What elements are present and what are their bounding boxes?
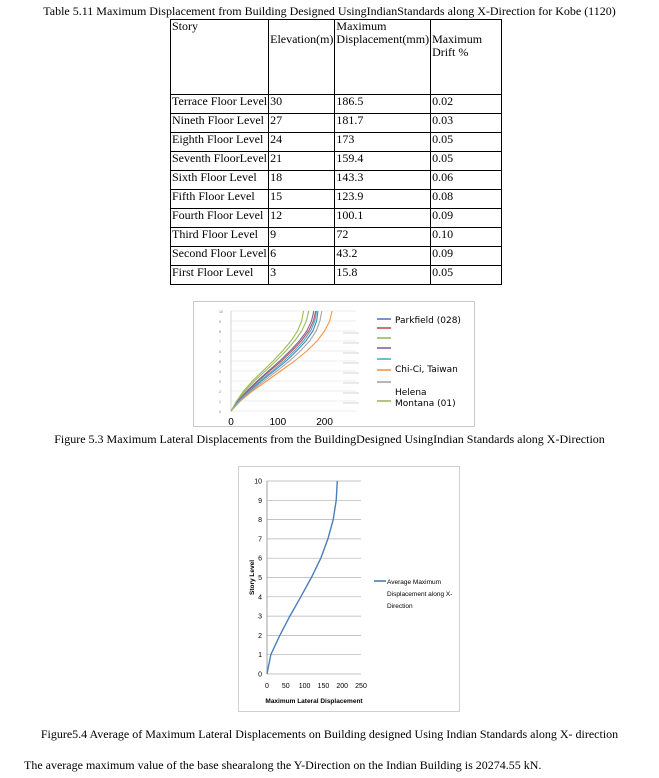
cell-displacement: 123.9	[335, 190, 431, 209]
figure2-x-tick: 150	[317, 683, 330, 690]
body-paragraph: The average maximum value of the base shearalong the Y-Direction on the Indian Building is 20274.55 kN.	[24, 758, 542, 772]
table-row	[171, 209, 502, 228]
figure1-y-tick: 10	[219, 310, 223, 314]
table-row	[171, 133, 502, 152]
cell-drift: 0.10	[431, 228, 502, 247]
table-caption: Table 5.11 Maximum Displacement from Building Designed UsingIndianStandards along X-Direction for Kobe (1120)	[43, 4, 616, 18]
cell-elevation: 6	[269, 247, 335, 266]
cell-elevation: 24	[269, 133, 335, 152]
figure2-y-tick: 5	[258, 575, 262, 582]
table-row	[171, 190, 502, 209]
cell-drift: 0.02	[431, 95, 502, 114]
figure1-y-tick: 8	[219, 330, 221, 334]
cell-displacement: 173	[335, 133, 431, 152]
cell-story: Third Floor Level	[171, 228, 269, 247]
figure2-caption: Figure5.4 Average of Maximum Lateral Displacements on Building designed Using Indian Standards along X- direction	[40, 727, 619, 741]
figure1-y-tick: 7	[219, 340, 221, 344]
figure2-x-tick: 0	[265, 683, 269, 690]
cell-story: Sixth Floor Level	[171, 171, 269, 190]
figure2-legend-label: Direction	[387, 603, 413, 610]
figure2-y-tick: 1	[258, 652, 262, 660]
displacement-table	[170, 19, 502, 285]
figure2-y-tick: 10	[254, 478, 262, 486]
figure1-y-tick: 9	[219, 320, 221, 324]
cell-displacement: 186.5	[335, 95, 431, 114]
cell-displacement: 72	[335, 228, 431, 247]
table-row	[171, 266, 502, 285]
table-row	[171, 114, 502, 133]
cell-elevation: 18	[269, 171, 335, 190]
figure2-y-tick: 4	[258, 594, 262, 602]
table-row	[171, 247, 502, 266]
figure1-y-tick: 1	[219, 400, 221, 404]
figure1-y-tick: 4	[219, 370, 221, 374]
figure2-legend-label: Displacement along X-	[387, 591, 453, 598]
cell-story: Seventh FloorLevel	[171, 152, 269, 171]
figure2-y-label: Story Level	[249, 559, 256, 596]
header-story: Story	[171, 20, 269, 95]
table-row	[171, 171, 502, 190]
figure1-legend-label: Helena	[395, 388, 427, 398]
cell-drift: 0.09	[431, 209, 502, 228]
cell-drift: 0.08	[431, 190, 502, 209]
figure1-y-tick: 2	[219, 390, 221, 394]
cell-story: Nineth Floor Level	[171, 114, 269, 133]
figure2-y-tick: 0	[258, 671, 262, 679]
cell-story: Second Floor Level	[171, 247, 269, 266]
figure2-x-tick: 50	[281, 683, 290, 690]
cell-displacement: 15.8	[335, 266, 431, 285]
figure2-y-tick: 7	[258, 536, 262, 544]
cell-elevation: 27	[269, 114, 335, 133]
figure1-legend-label: Chi-Ci, Taiwan	[395, 365, 458, 375]
figure2-y-tick: 6	[258, 555, 262, 563]
figure2-x-tick: 200	[336, 683, 349, 690]
figure2-frame	[239, 467, 460, 712]
table-header-row	[171, 20, 502, 95]
cell-displacement: 181.7	[335, 114, 431, 133]
cell-drift: 0.05	[431, 152, 502, 171]
cell-story: Terrace Floor Level	[171, 95, 269, 114]
cell-elevation: 30	[269, 95, 335, 114]
cell-elevation: 9	[269, 228, 335, 247]
figure1-x-tick: 200	[316, 417, 333, 427]
figure2-x-label: Maximum Lateral Displacement	[265, 698, 363, 705]
figure2-x-tick: 100	[298, 683, 311, 690]
cell-displacement: 143.3	[335, 171, 431, 190]
cell-displacement: 100.1	[335, 209, 431, 228]
cell-story: Fourth Floor Level	[171, 209, 269, 228]
cell-elevation: 3	[269, 266, 335, 285]
figure2-x-tick: 250	[355, 683, 367, 690]
header-elevation: Elevation(m)	[269, 20, 335, 95]
figure1-y-tick: 0	[219, 410, 221, 414]
cell-drift: 0.03	[431, 114, 502, 133]
table-row	[171, 95, 502, 114]
cell-displacement: 43.2	[335, 247, 431, 266]
cell-story: Eighth Floor Level	[171, 133, 269, 152]
cell-drift: 0.05	[431, 266, 502, 285]
cell-story: Fifth Floor Level	[171, 190, 269, 209]
figure2-y-tick: 2	[258, 632, 262, 640]
figure1-x-tick: 100	[269, 417, 287, 427]
figure2-legend-label: Average Maximum	[387, 579, 442, 586]
header-max-drift: Maximum Drift %	[431, 20, 502, 95]
figure1-y-tick: 3	[219, 380, 221, 384]
figure2-y-tick: 3	[258, 613, 262, 621]
figure1-x-tick: 0	[228, 417, 234, 427]
table-row	[171, 152, 502, 171]
cell-elevation: 15	[269, 190, 335, 209]
cell-story: First Floor Level	[171, 266, 269, 285]
cell-displacement: 159.4	[335, 152, 431, 171]
table-row	[171, 228, 502, 247]
figure1-caption: Figure 5.3 Maximum Lateral Displacements from the BuildingDesigned UsingIndian Standards along X-Direction	[54, 432, 605, 446]
figure2-y-tick: 8	[258, 517, 262, 525]
cell-drift: 0.09	[431, 247, 502, 266]
cell-drift: 0.05	[431, 133, 502, 152]
figure1-y-tick: 6	[219, 350, 221, 354]
figure1-legend-label: Montana (01)	[395, 399, 456, 409]
cell-drift: 0.06	[431, 171, 502, 190]
figure2-y-tick: 9	[258, 497, 262, 505]
figure1-chart	[193, 301, 475, 427]
figure1-legend-label: Parkfield (028)	[395, 316, 461, 326]
figure1-y-tick: 5	[219, 360, 221, 364]
cell-elevation: 21	[269, 152, 335, 171]
cell-elevation: 12	[269, 209, 335, 228]
header-max-displacement: Maximum Displacement(mm)	[335, 20, 431, 95]
figure2-chart	[238, 466, 460, 712]
